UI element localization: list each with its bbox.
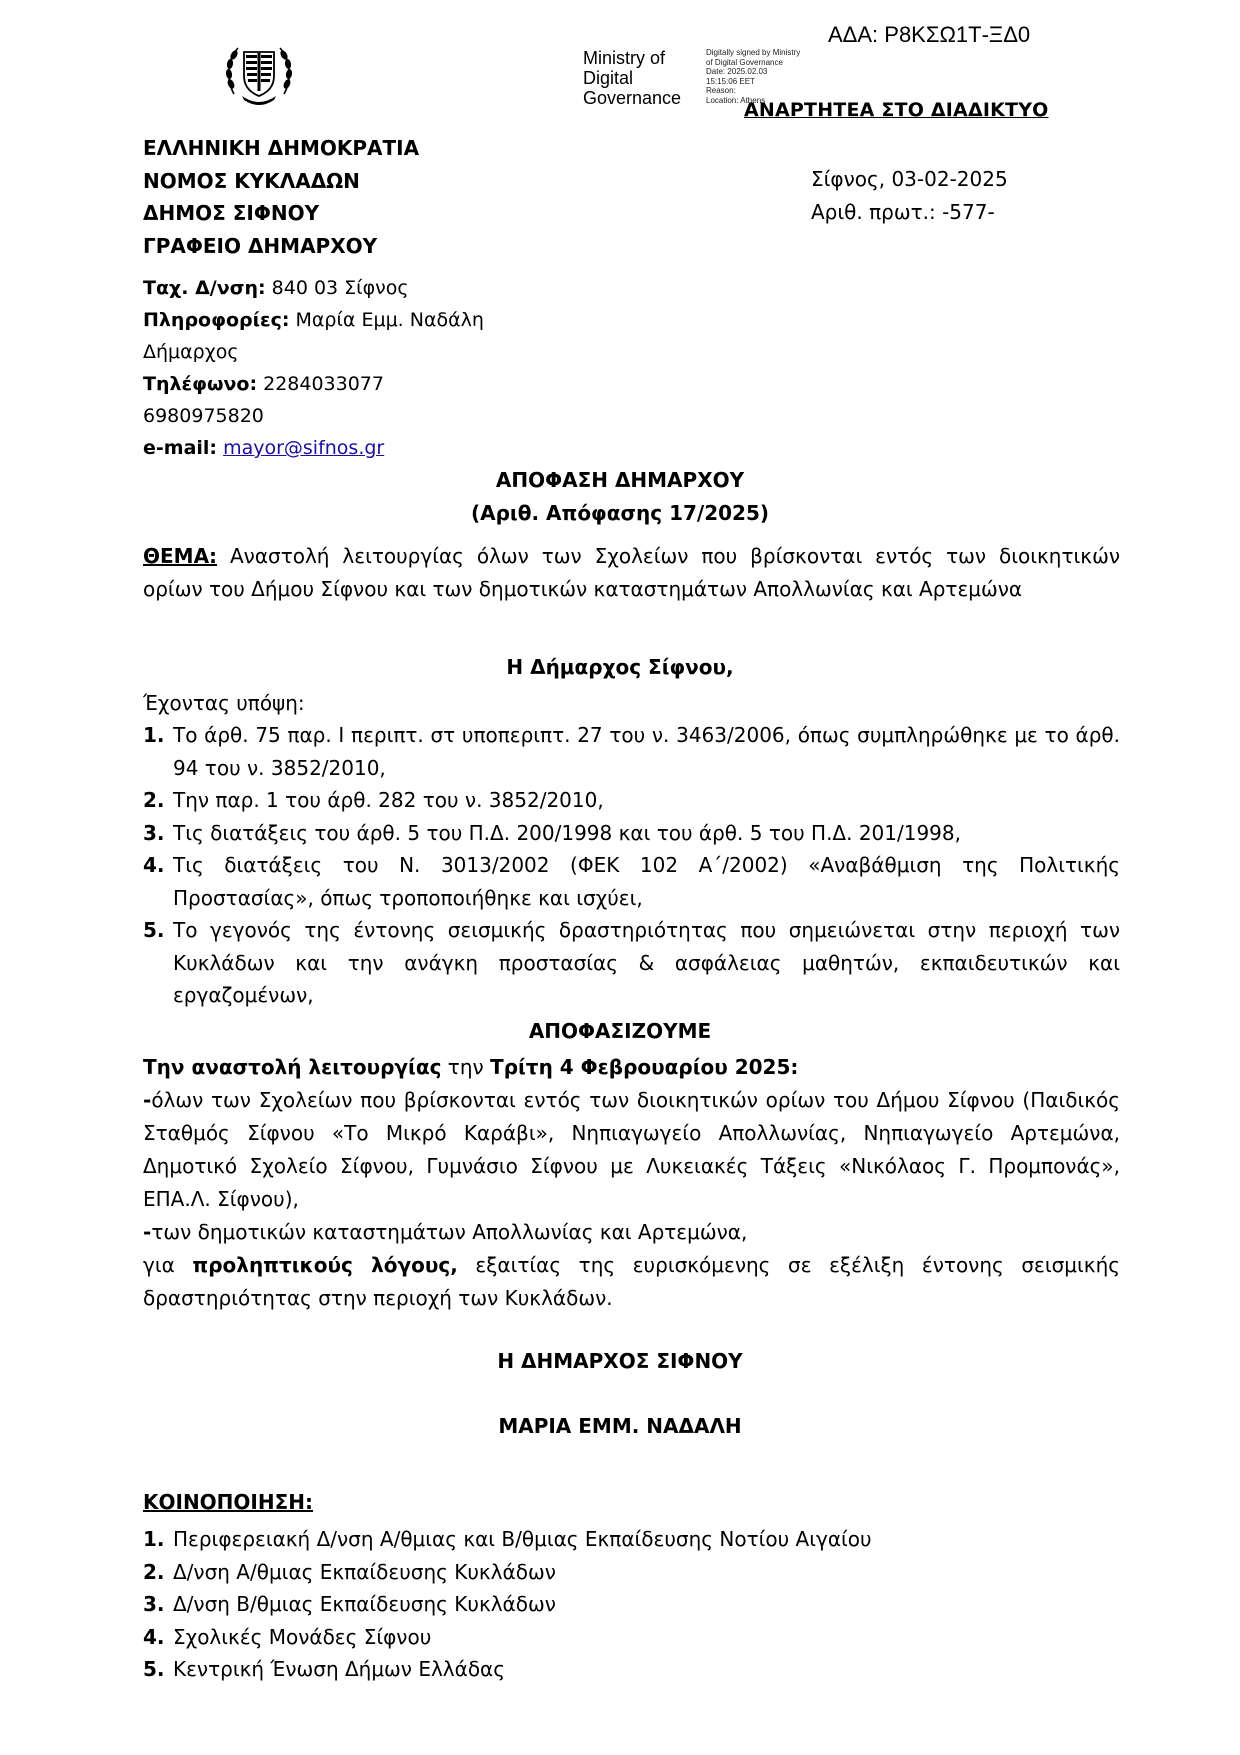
ministry-line-2: Digital bbox=[583, 68, 634, 88]
item-text: Δ/νση Α/θμιας Εκπαίδευσης Κυκλάδων bbox=[173, 1559, 556, 1584]
phone-row bbox=[143, 368, 484, 400]
item-text: Κεντρική Ένωση Δήμων Ελλάδας bbox=[173, 1657, 505, 1681]
decision-date: Τρίτη 4 Φεβρουαρίου 2025: bbox=[490, 1055, 799, 1079]
email-label: e-mail: bbox=[143, 437, 218, 459]
considering-label: Έχοντας υπόψη: bbox=[143, 691, 305, 715]
decision-number: (Αριθ. Απόφασης 17/2025) bbox=[470, 501, 770, 525]
item-number: 5. bbox=[143, 918, 165, 942]
list-item bbox=[143, 784, 1120, 817]
signatory-title: Η ΔΗΜΑΡΧΟΣ ΣΙΦΝΟΥ bbox=[497, 1349, 743, 1373]
address-value: 840 03 Σίφνος bbox=[265, 277, 409, 299]
email-row bbox=[143, 432, 484, 464]
notification-label: ΚΟΙΝΟΠΟΙΗΣΗ: bbox=[143, 1490, 313, 1514]
item-text: Τις διατάξεις του άρθ. 5 του Π.Δ. 200/1998 και του άρθ. 5 του Π.Δ. 201/1998, bbox=[173, 820, 961, 845]
item-text: Περιφερειακή Δ/νση Α/θμιας και Β/θμιας Εκπαίδευσης Νοτίου Αιγαίου bbox=[173, 1527, 872, 1551]
item-text: Δ/νση Β/θμιας Εκπαίδευσης Κυκλάδων bbox=[173, 1592, 556, 1616]
decision-body bbox=[143, 1051, 1120, 1315]
item-number: 3. bbox=[143, 1592, 165, 1616]
subject-paragraph bbox=[143, 540, 1120, 606]
item-number: 4. bbox=[143, 1624, 165, 1649]
list-item bbox=[143, 1556, 1120, 1589]
reason-pre: για bbox=[143, 1253, 193, 1277]
role-row: Δήμαρχος bbox=[143, 341, 239, 363]
item-number: 1. bbox=[143, 1527, 165, 1551]
signature-line-5: Reason: bbox=[706, 86, 736, 95]
phone-label: Τηλέφωνο: bbox=[143, 373, 258, 395]
phone2-row: 6980975820 bbox=[143, 405, 264, 427]
list-item bbox=[143, 1621, 1120, 1654]
dash-marker: - bbox=[143, 1220, 152, 1244]
contact-details bbox=[143, 272, 484, 464]
item-number: 5. bbox=[143, 1657, 165, 1681]
decision-item-offices-text: των δημοτικών καταστημάτων Απολλωνίας και Αρτεμώνα, bbox=[151, 1220, 748, 1244]
decision-title: ΑΠΟΦΑΣΗ ΔΗΜΑΡΧΟΥ bbox=[495, 468, 745, 492]
mayor-heading: Η Δήμαρχος Σίφνου, bbox=[506, 655, 734, 679]
we-decide-heading: ΑΠΟΦΑΣΙΖΟΥΜΕ bbox=[528, 1019, 712, 1043]
item-text: Το άρθ. 75 παρ. Ι περιπτ. στ υποπεριπτ. 27 του ν. 3463/2006, όπως συμπληρώθηκε με το άρθ. 94 του ν. 3852/2010, bbox=[173, 723, 1120, 780]
header-line-2: ΝΟΜΟΣ ΚΥΚΛΑΔΩΝ bbox=[143, 168, 360, 193]
list-item bbox=[143, 1523, 1120, 1556]
decision-lead-bold: Την αναστολή λειτουργίας bbox=[143, 1055, 442, 1079]
place-date-block bbox=[811, 163, 1008, 228]
signature-line-4: 15:15:06 EET bbox=[706, 76, 755, 86]
recipients-list bbox=[143, 1523, 1120, 1686]
place-date: Σίφνος, 03-02-2025 bbox=[811, 167, 1008, 191]
item-text: Το γεγονός της έντονης σεισμικής δραστηριότητας που σημειώνεται στην περιοχή των Κυκλάδων και την ανάγκη προστασίας & ασφάλειας μαθητών, εκπαιδευτικών και εργαζομένων, bbox=[173, 918, 1120, 1007]
header-line-3: ΔΗΜΟΣ ΣΙΦΝΟΥ bbox=[143, 201, 320, 225]
phone-value: 2284033077 bbox=[257, 373, 384, 395]
list-item bbox=[143, 849, 1120, 914]
ministry-line-1: Ministry of bbox=[583, 48, 666, 68]
signature-line-2: of Digital Governance bbox=[706, 57, 783, 67]
decision-lead-mid: την bbox=[441, 1055, 491, 1079]
signature-line-6: Location: Athens bbox=[706, 95, 766, 105]
info-value: Μαρία Εμμ. Ναδάλη bbox=[289, 309, 484, 331]
ministry-line-3: Governance bbox=[583, 88, 682, 108]
signatory-name: ΜΑΡΙΑ ΕΜΜ. ΝΑΔΑΛΗ bbox=[498, 1414, 742, 1438]
header-line-4: ΓΡΑΦΕΙΟ ΔΗΜΑΡΧΟΥ bbox=[143, 233, 378, 258]
list-item bbox=[143, 914, 1120, 1012]
item-text: Σχολικές Μονάδες Σίφνου bbox=[173, 1624, 432, 1649]
web-publication-notice: ΑΝΑΡΤΗΤΕΑ ΣΤΟ ΔΙΑΔΙΚΤΥΟ bbox=[744, 99, 1049, 121]
reason-post: εξαιτίας της ευρισκόμενης σε εξέλιξη έντονης σεισμικής δραστηριότητας στην περιοχή των Κυκλάδων. bbox=[143, 1253, 1121, 1310]
decision-item-schools bbox=[143, 1084, 1120, 1216]
item-text: Τις διατάξεις του Ν. 3013/2002 (ΦΕΚ 102 Α΄/2002) «Αναβάθμιση της Πολιτικής Προστασίας», όπως τροποποιήθηκε και ισχύει, bbox=[173, 853, 1120, 910]
ada-code: ΑΔΑ: Ρ8ΚΣΩ1Τ-ΞΔ0 bbox=[828, 22, 1031, 47]
decision-item-offices bbox=[143, 1216, 1120, 1249]
address-row bbox=[143, 272, 484, 304]
item-number: 2. bbox=[143, 1559, 165, 1584]
signature-line-3: Date: 2025.02.03 bbox=[706, 67, 768, 76]
ministry-signature-label bbox=[583, 48, 681, 108]
subject-text: Αναστολή λειτουργίας όλων των Σχολείων που βρίσκονται εντός των διοικητικών ορίων του Δήμου Σίφνου και των δημοτικών καταστημάτων Απολλωνίας και Αρτεμώνα bbox=[143, 544, 1120, 601]
item-number: 2. bbox=[143, 788, 165, 812]
decision-reason bbox=[143, 1249, 1120, 1315]
header-line-1: ΕΛΛΗΝΙΚΗ ΔΗΜΟΚΡΑΤΙΑ bbox=[143, 136, 420, 160]
item-number: 4. bbox=[143, 853, 165, 877]
address-label: Ταχ. Δ/νση: bbox=[143, 277, 266, 299]
authority-header bbox=[143, 132, 419, 262]
reason-bold: προληπτικούς λόγους, bbox=[192, 1253, 458, 1277]
digital-signature-details bbox=[706, 48, 800, 105]
info-label: Πληροφορίες: bbox=[143, 309, 290, 331]
list-item bbox=[143, 1653, 1120, 1686]
dash-marker: - bbox=[143, 1088, 152, 1112]
subject-label: ΘΕΜΑ: bbox=[143, 544, 218, 568]
greek-emblem-icon bbox=[222, 36, 296, 110]
signature-line-1: Digitally signed by Ministry bbox=[706, 48, 801, 57]
protocol-number: Αριθ. πρωτ.: -577- bbox=[811, 199, 995, 224]
decision-lead bbox=[143, 1051, 1120, 1084]
item-number: 1. bbox=[143, 723, 165, 747]
item-number: 3. bbox=[143, 820, 165, 845]
decision-item-schools-text: όλων των Σχολείων που βρίσκονται εντός των διοικητικών ορίων του Δήμου Σίφνου (Παιδικός Σταθμός Σίφνου «Το Μικρό Καράβι», Νηπιαγωγείο Απολλωνίας, Νηπιαγωγείο Αρτεμώνα, Δημοτικό Σχολείο Σίφνου, Γυμνάσιο Σίφνου με Λυκειακές Τάξεις «Νικόλαος Γ. Προμπονάς», ΕΠΑ.Λ. Σίφνου), bbox=[143, 1088, 1120, 1211]
item-text: Την παρ. 1 του άρθ. 282 του ν. 3852/2010, bbox=[173, 788, 604, 812]
list-item bbox=[143, 1588, 1120, 1621]
list-item bbox=[143, 719, 1120, 784]
email-link[interactable]: mayor@sifnos.gr bbox=[223, 437, 385, 459]
info-row bbox=[143, 304, 484, 336]
considerations-list bbox=[143, 719, 1120, 1012]
list-item bbox=[143, 817, 1120, 850]
